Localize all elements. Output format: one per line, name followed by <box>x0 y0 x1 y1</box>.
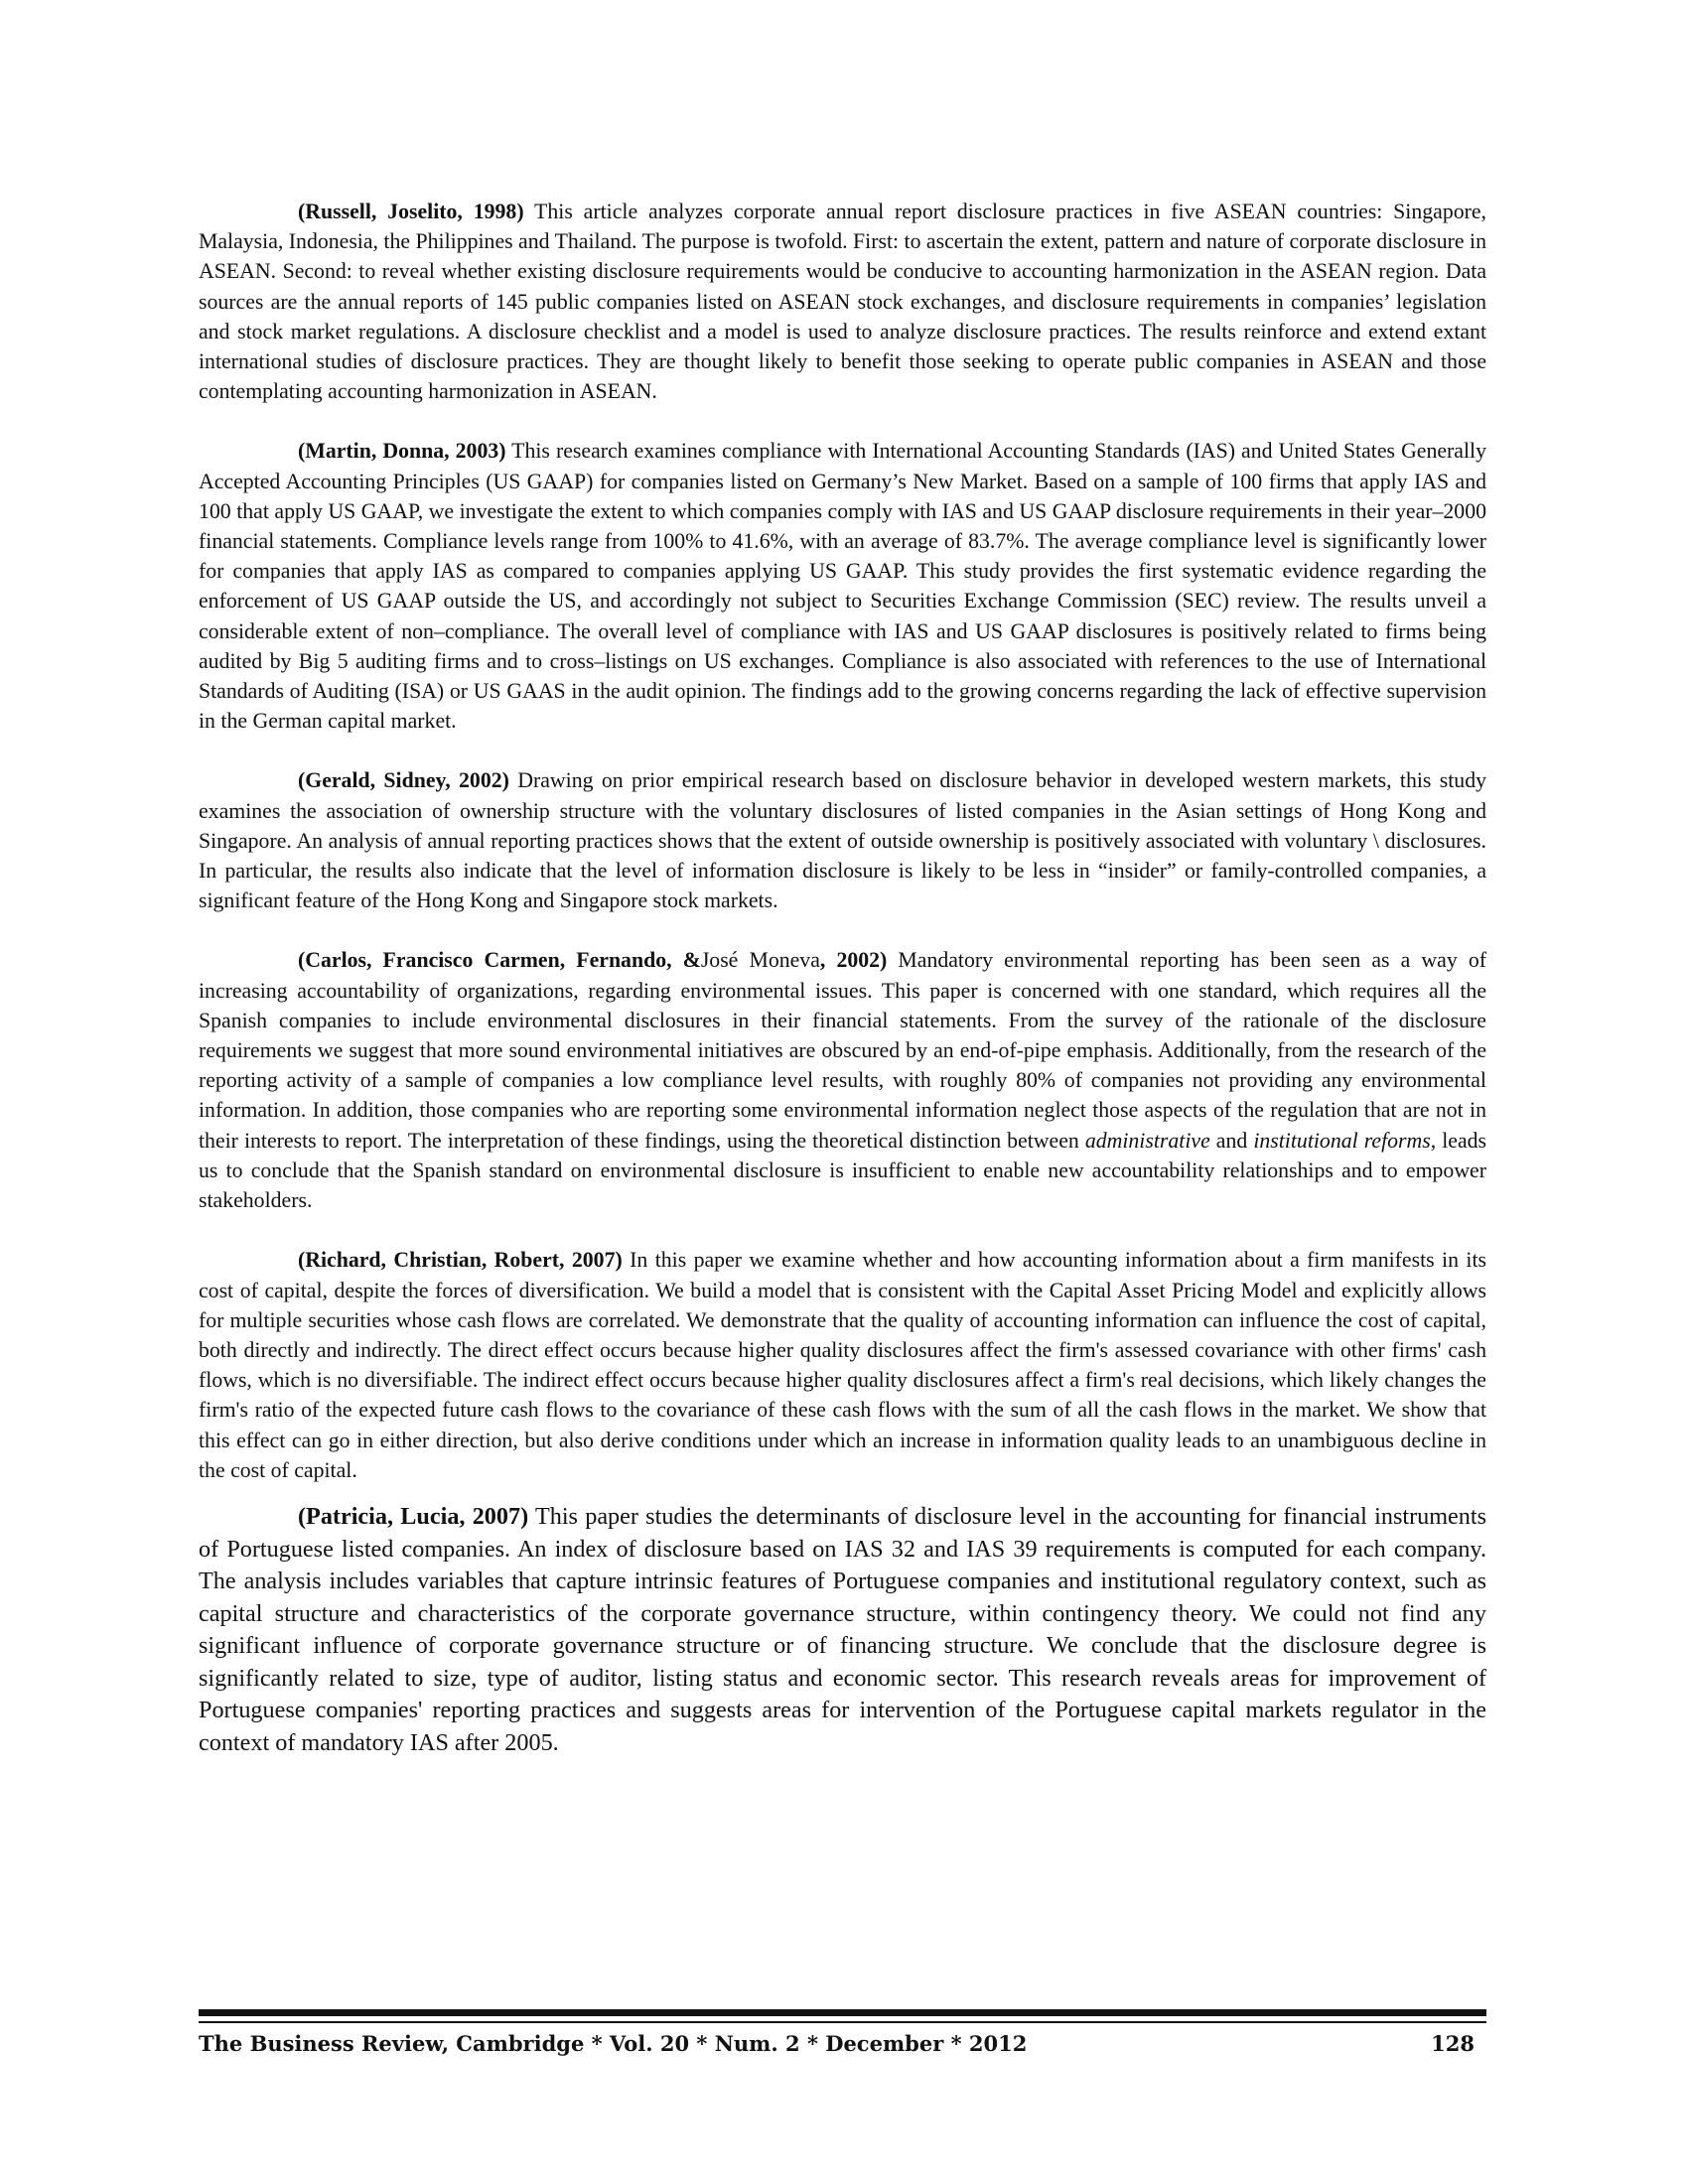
page-number: 128 <box>1431 2031 1475 2056</box>
paragraph-text: This article analyzes corporate annual report disclosure practices in five ASEAN countries: Singapore, Malaysia, Indonesia, the Philippines and Thailand. The purpose is twofold. First: to ascertain the extent, pattern and nature of corporate disclosure in ASEAN. Second: to reveal whether existing disclosure requirements would be conducive to accounting harmonization in the ASEAN region. Data sources are the annual reports of 145 public companies listed on ASEAN stock exchanges, and disclosure requirements in companies’ legislation and stock market regulations. A disclosure checklist and a model is used to analyze disclosure practices. The results reinforce and extend extant international studies of disclosure practices. They are thought likely to benefit those seeking to operate public companies in ASEAN and those contemplating accounting harmonization in ASEAN. <box>199 200 1486 404</box>
paragraph-text: In this paper we examine whether and how accounting information about a firm manifests in its cost of capital, despite the forces of diversification. We build a model that is consistent with the Capital Asset Pricing Model and explicitly allows for multiple securities whose cash flows are correlated. We demonstrate that the quality of accounting information can influence the cost of capital, both directly and indirectly. The direct effect occurs because higher quality disclosures affect the firm's assessed covariance with other firms' cash flows, which is no diversifiable. The indirect effect occurs because higher quality disclosures affect a firm's real decisions, which likely changes the firm's ratio of the expected future cash flows to the covariance of these cash flows with the sum of all the cash flows in the market. We show that this effect can go in either direction, but also derive conditions under which an increase in information quality leads to an unambiguous decline in the cost of capital. <box>199 1248 1486 1482</box>
paragraph-text: This research examines compliance with International Accounting Standards (IAS) and United States Generally Accepted Accounting Principles (US GAAP) for companies listed on Germany’s New Market. Based on a sample of 100 firms that apply IAS and 100 that apply US GAAP, we investigate the extent to which companies comply with IAS and US GAAP disclosure requirements in their year–2000 financial statements. Compliance levels range from 100% to 41.6%, with an average of 83.7%. The average compliance level is significantly lower for companies that apply IAS as compared to companies applying US GAAP. This study provides the first systematic evidence regarding the enforcement of US GAAP outside the US, and accordingly not subject to Securities Exchange Commission (SEC) review. The results unveil a considerable extent of non–compliance. The overall level of compliance with IAS and US GAAP disclosures is positively related to firms being audited by Big 5 auditing firms and to cross–listings on US exchanges. Compliance is also associated with references to the use of International Standards of Auditing (ISA) or US GAAS in the audit opinion. The findings add to the growing concerns regarding the lack of effective supervision in the German capital market. <box>199 439 1486 734</box>
footer-rule <box>199 2009 1486 2016</box>
citation-year: , 2002) <box>819 948 888 973</box>
page-footer <box>199 2031 1486 2056</box>
page-body <box>199 197 1486 1760</box>
paragraph-text: Mandatory environmental reporting has been seen as a way of increasing accountability of organizations, regarding environmental issues. This paper is concerned with one standard, which requires all the Spanish companies to include environmental disclosures in their financial statements. From the survey of the rationale of the disclosure requirements we suggest that more sound environmental initiatives are obscured by an end-of-pipe emphasis. Additionally, from the research of the reporting activity of a sample of companies a low compliance level results, with roughly 80% of companies not providing any environmental information. In addition, those companies who are reporting some environmental information neglect those aspects of the regulation that are not in their interests to report. The interpretation of these findings, using the theoretical distinction between <box>199 948 1486 1153</box>
citation: (Carlos, Francisco Carmen, Fernando, & <box>298 948 701 973</box>
citation-author: José Moneva <box>700 948 820 973</box>
journal-citation: The Business Review, Cambridge * Vol. 20 * Num. 2 * December * 2012 <box>199 2031 1028 2056</box>
literature-paragraph-gerald <box>199 765 1486 915</box>
literature-paragraph-russell <box>199 197 1486 406</box>
emphasis-term: institutional reforms <box>1253 1128 1431 1153</box>
paragraph-text: , leads us to conclude that the Spanish standard on environmental disclosure is insufficient to enable new accountability relationships and to empower stakeholders. <box>199 1128 1487 1213</box>
footer-rule <box>199 2021 1486 2023</box>
citation: (Gerald, Sidney, 2002) <box>298 768 509 793</box>
emphasis-term: administrative <box>1084 1128 1210 1153</box>
citation: (Martin, Donna, 2003) <box>298 439 506 464</box>
literature-paragraph-patricia <box>199 1501 1486 1760</box>
literature-paragraph-martin <box>199 436 1486 736</box>
citation: (Russell, Joselito, 1998) <box>298 200 524 223</box>
literature-paragraph-carlos <box>199 945 1486 1215</box>
citation: (Richard, Christian, Robert, 2007) <box>298 1248 623 1273</box>
citation: (Patricia, Lucia, 2007) <box>298 1502 529 1530</box>
literature-paragraph-richard <box>199 1245 1486 1485</box>
paragraph-text: and <box>1209 1128 1254 1153</box>
paragraph-text: Drawing on prior empirical research based on disclosure behavior in developed western markets, this study examines the association of ownership structure with the voluntary disclosures of listed companies in the Asian settings of Hong Kong and Singapore. An analysis of annual reporting practices shows that the extent of outside ownership is positively associated with voluntary \ disclosures. In particular, the results also indicate that the level of information disclosure is likely to be less in “insider” or family-controlled companies, a significant feature of the Hong Kong and Singapore stock markets. <box>199 768 1486 913</box>
paragraph-text: This paper studies the determinants of disclosure level in the accounting for financial instruments of Portuguese listed companies. An index of disclosure based on IAS 32 and IAS 39 requirements is computed for each company. The analysis includes variables that capture intrinsic features of Portuguese companies and institutional regulatory context, such as capital structure and characteristics of the corporate governance structure, within contingency theory. We could not find any significant influence of corporate governance structure or of financing structure. We conclude that the disclosure degree is significantly related to size, type of auditor, listing status and economic sector. This research reveals areas for improvement of Portuguese companies' reporting practices and suggests areas for intervention of the Portuguese capital markets regulator in the context of mandatory IAS after 2005. <box>199 1502 1487 1757</box>
